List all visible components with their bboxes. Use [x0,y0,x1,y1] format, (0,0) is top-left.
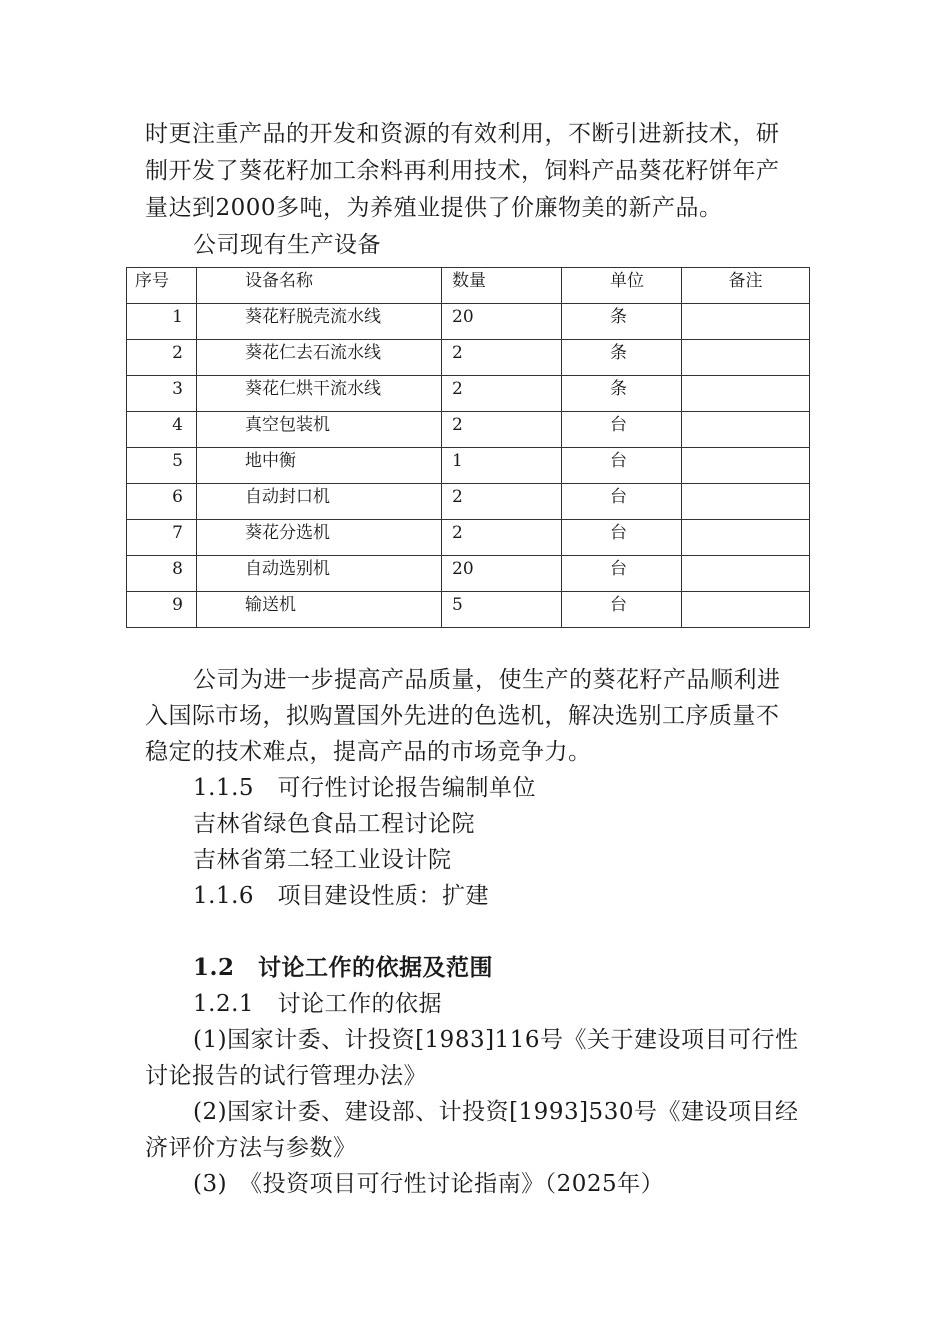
cell-unit: 台 [562,556,682,592]
cell-qty: 20 [442,304,562,340]
cell-no: 5 [127,448,197,484]
cell-note [682,376,810,412]
cell-note [682,556,810,592]
compiling-unit: 吉林省第二轻工业设计院 [193,847,452,873]
header-note: 备注 [682,268,810,304]
cell-note [682,340,810,376]
table-row [127,304,810,340]
cell-name: 葵花籽脱壳流水线 [197,304,442,340]
table-row [127,340,810,376]
table-header-row [127,268,810,304]
cell-note [682,484,810,520]
table-row [127,592,810,628]
cell-note [682,304,810,340]
cell-note [682,448,810,484]
cell-no: 2 [127,340,197,376]
table-row [127,448,810,484]
section-1-1-6-heading: 1.1.6 项目建设性质：扩建 [193,883,490,909]
header-no: 序号 [127,268,197,304]
cell-qty: 5 [442,592,562,628]
cell-unit: 条 [562,304,682,340]
cell-qty: 2 [442,340,562,376]
table-row [127,484,810,520]
cell-no: 1 [127,304,197,340]
cell-name: 葵花仁烘干流水线 [197,376,442,412]
cell-qty: 2 [442,412,562,448]
basis-item-continuation: 济评价方法与参数》 [145,1135,357,1161]
table-row [127,412,810,448]
cell-qty: 2 [442,484,562,520]
basis-item-continuation: 讨论报告的试行管理办法》 [145,1063,427,1089]
table-row [127,556,810,592]
cell-no: 6 [127,484,197,520]
header-qty: 数量 [442,268,562,304]
cell-name: 地中衡 [197,448,442,484]
cell-no: 3 [127,376,197,412]
table-row [127,520,810,556]
equipment-table [126,267,810,628]
header-name: 设备名称 [197,268,442,304]
cell-unit: 台 [562,520,682,556]
paragraph-line: 稳定的技术难点，提高产品的市场竞争力。 [145,739,592,765]
cell-name: 葵花仁去石流水线 [197,340,442,376]
cell-unit: 台 [562,592,682,628]
table-title: 公司现有生产设备 [193,232,381,258]
header-unit: 单位 [562,268,682,304]
basis-item: (2)国家计委、建设部、计投资[1993]530号《建设项目经 [193,1099,799,1125]
cell-unit: 台 [562,484,682,520]
section-1-2-heading: 1.2 讨论工作的依据及范围 [193,954,494,981]
cell-unit: 条 [562,376,682,412]
section-1-2-1-heading: 1.2.1 讨论工作的依据 [193,991,443,1017]
cell-note [682,412,810,448]
cell-note [682,592,810,628]
cell-unit: 台 [562,448,682,484]
cell-no: 8 [127,556,197,592]
basis-item: (3) 《投资项目可行性讨论指南》（2025年） [193,1171,665,1197]
cell-name: 输送机 [197,592,442,628]
cell-name: 葵花分选机 [197,520,442,556]
cell-name: 自动选别机 [197,556,442,592]
cell-name: 自动封口机 [197,484,442,520]
section-1-1-5-heading: 1.1.5 可行性讨论报告编制单位 [193,775,537,801]
table-row [127,376,810,412]
paragraph-line: 时更注重产品的开发和资源的有效利用，不断引进新技术，研 [145,121,780,147]
cell-note [682,520,810,556]
cell-no: 4 [127,412,197,448]
paragraph-line: 量达到2000多吨，为养殖业提供了价廉物美的新产品。 [145,195,723,221]
cell-qty: 20 [442,556,562,592]
cell-unit: 条 [562,340,682,376]
cell-no: 7 [127,520,197,556]
paragraph-line: 公司为进一步提高产品质量，使生产的葵花籽产品顺利进 [193,667,781,693]
cell-unit: 台 [562,412,682,448]
basis-item: (1)国家计委、计投资[1983]116号《关于建设项目可行性 [193,1027,799,1053]
compiling-unit: 吉林省绿色食品工程讨论院 [193,811,475,837]
cell-no: 9 [127,592,197,628]
cell-qty: 2 [442,376,562,412]
cell-qty: 2 [442,520,562,556]
paragraph-line: 制开发了葵花籽加工余料再利用技术，饲料产品葵花籽饼年产 [145,158,780,184]
cell-name: 真空包装机 [197,412,442,448]
cell-qty: 1 [442,448,562,484]
paragraph-line: 入国际市场，拟购置国外先进的色选机，解决选别工序质量不 [145,703,780,729]
